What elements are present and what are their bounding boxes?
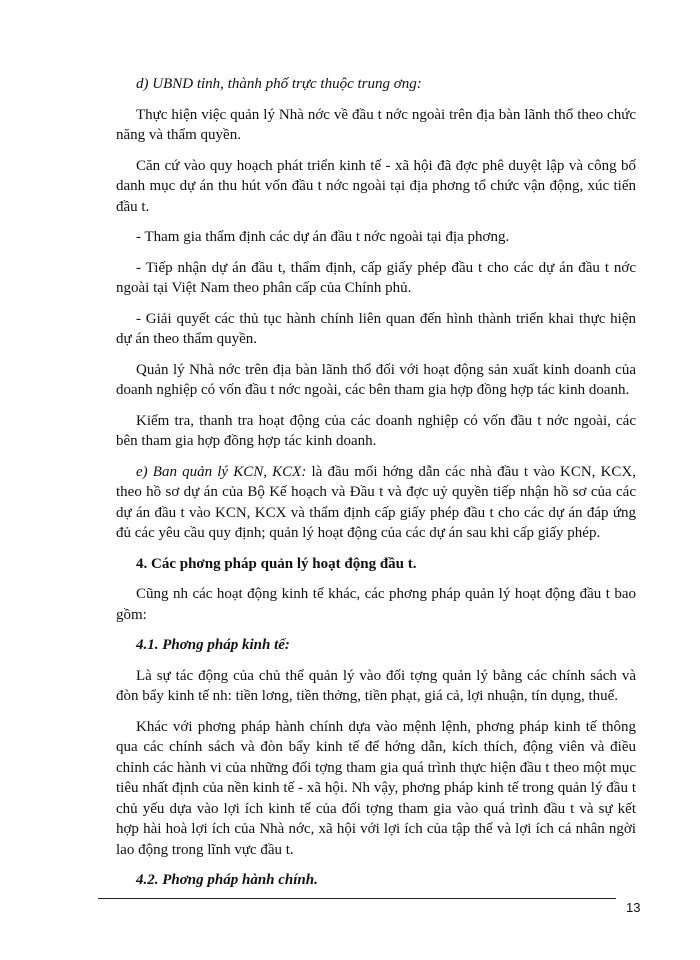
paragraph-d-5: - Giải quyết các thủ tục hành chính liên quan đến hình thành triển khai thực hiện dự án theo thẩm quyền.: [116, 310, 636, 347]
paragraph-4-1-1: Là sự tác động của chủ thể quản lý vào đối tợng quản lý bằng các chính sách và đòn bẩy kinh tế nh: tiền lơng, tiền thởng, tiền phạt, giá cả, lợi nhuận, tín dụng, thuế.: [116, 667, 636, 704]
paragraph-d-2: Căn cứ vào quy hoạch phát triển kinh tế - xã hội đã đợc phê duyệt lập và công bố danh mục dự án thu hút vốn đầu t nớc ngoài tại địa phơng tổ chức vận động, xúc tiến đầu t.: [116, 157, 636, 215]
paragraph-d-3: - Tham gia thẩm định các dự án đầu t nớc ngoài tại địa phơng.: [136, 229, 510, 245]
section-e-paragraph: [116, 462, 636, 544]
paragraph-d-6: Quản lý Nhà nớc trên địa bàn lãnh thổ đối với hoạt động sản xuất kinh doanh của doanh nghiệp có vốn đầu t nớc ngoài, các bên tham gia hợp đồng hợp tác kinh doanh.: [116, 361, 636, 398]
section-4-1-heading: 4.1. Phơng pháp kinh tế:: [136, 637, 290, 653]
page-number: 13: [626, 900, 641, 915]
section-e-text: là đầu mối hớng dẫn các nhà đầu t vào KCN, KCX, theo hồ sơ dự án của Bộ Kế hoạch và Đầu t và đợc uỷ quyền tiếp nhận hồ sơ của các dự án đầu t vào KCN, KCX và thẩm định cấp giấy phép đầu t cho các dự án đáp ứng đủ các yêu cầu quy định; quản lý hoạt động của các dự án sau khi cấp giấy phép.: [116, 463, 636, 541]
page-content: [116, 74, 636, 901]
paragraph-d-1: Thực hiện việc quản lý Nhà nớc về đầu t nớc ngoài trên địa bàn lãnh thổ theo chức năng và thẩm quyền.: [116, 106, 636, 143]
paragraph-d-7: Kiểm tra, thanh tra hoạt động của các doanh nghiệp có vốn đầu t nớc ngoài, các bên tham gia hợp đồng hợp tác kinh doanh.: [116, 412, 636, 449]
section-4-heading: 4. Các phơng pháp quản lý hoạt động đầu t.: [136, 555, 417, 572]
paragraph-4-1-2: Khác với phơng pháp hành chính dựa vào mệnh lệnh, phơng pháp kinh tế thông qua các chính sách và đòn bẩy kinh tế để hớng dẫn, kích thích, động viên và điều chỉnh các hành vi của những đối tợng tham gia quá trình thực hiện đầu t theo một mục tiêu nhất định của nền kinh tế - xã hội. Nh vậy, phơng pháp kinh tế trong quản lý đầu t chủ yếu dựa vào lợi ích kinh tế của đối tợng tham gia vào quá trình đầu t và sự kết hợp hài hoà lợi ích của Nhà nớc, xã hội với lợi ích của tập thể và lợi ích cá nhân ngời lao động trong lĩnh vực đầu t.: [116, 718, 636, 858]
section-4-2-heading: 4.2. Phơng pháp hành chính.: [136, 872, 318, 888]
section-4-intro: Cũng nh các hoạt động kinh tế khác, các phơng pháp quản lý hoạt động đầu t bao gồm:: [116, 586, 636, 623]
paragraph-d-4: - Tiếp nhận dự án đầu t, thẩm định, cấp giấy phép đầu t cho các dự án đầu t nớc ngoài tại Việt Nam theo phân cấp của Chính phủ.: [116, 259, 636, 296]
footer-divider: [98, 898, 616, 899]
section-d-heading: d) UBND tỉnh, thành phố trực thuộc trung ơng:: [136, 76, 422, 92]
section-e-lead: e) Ban quản lý KCN, KCX:: [136, 463, 307, 480]
